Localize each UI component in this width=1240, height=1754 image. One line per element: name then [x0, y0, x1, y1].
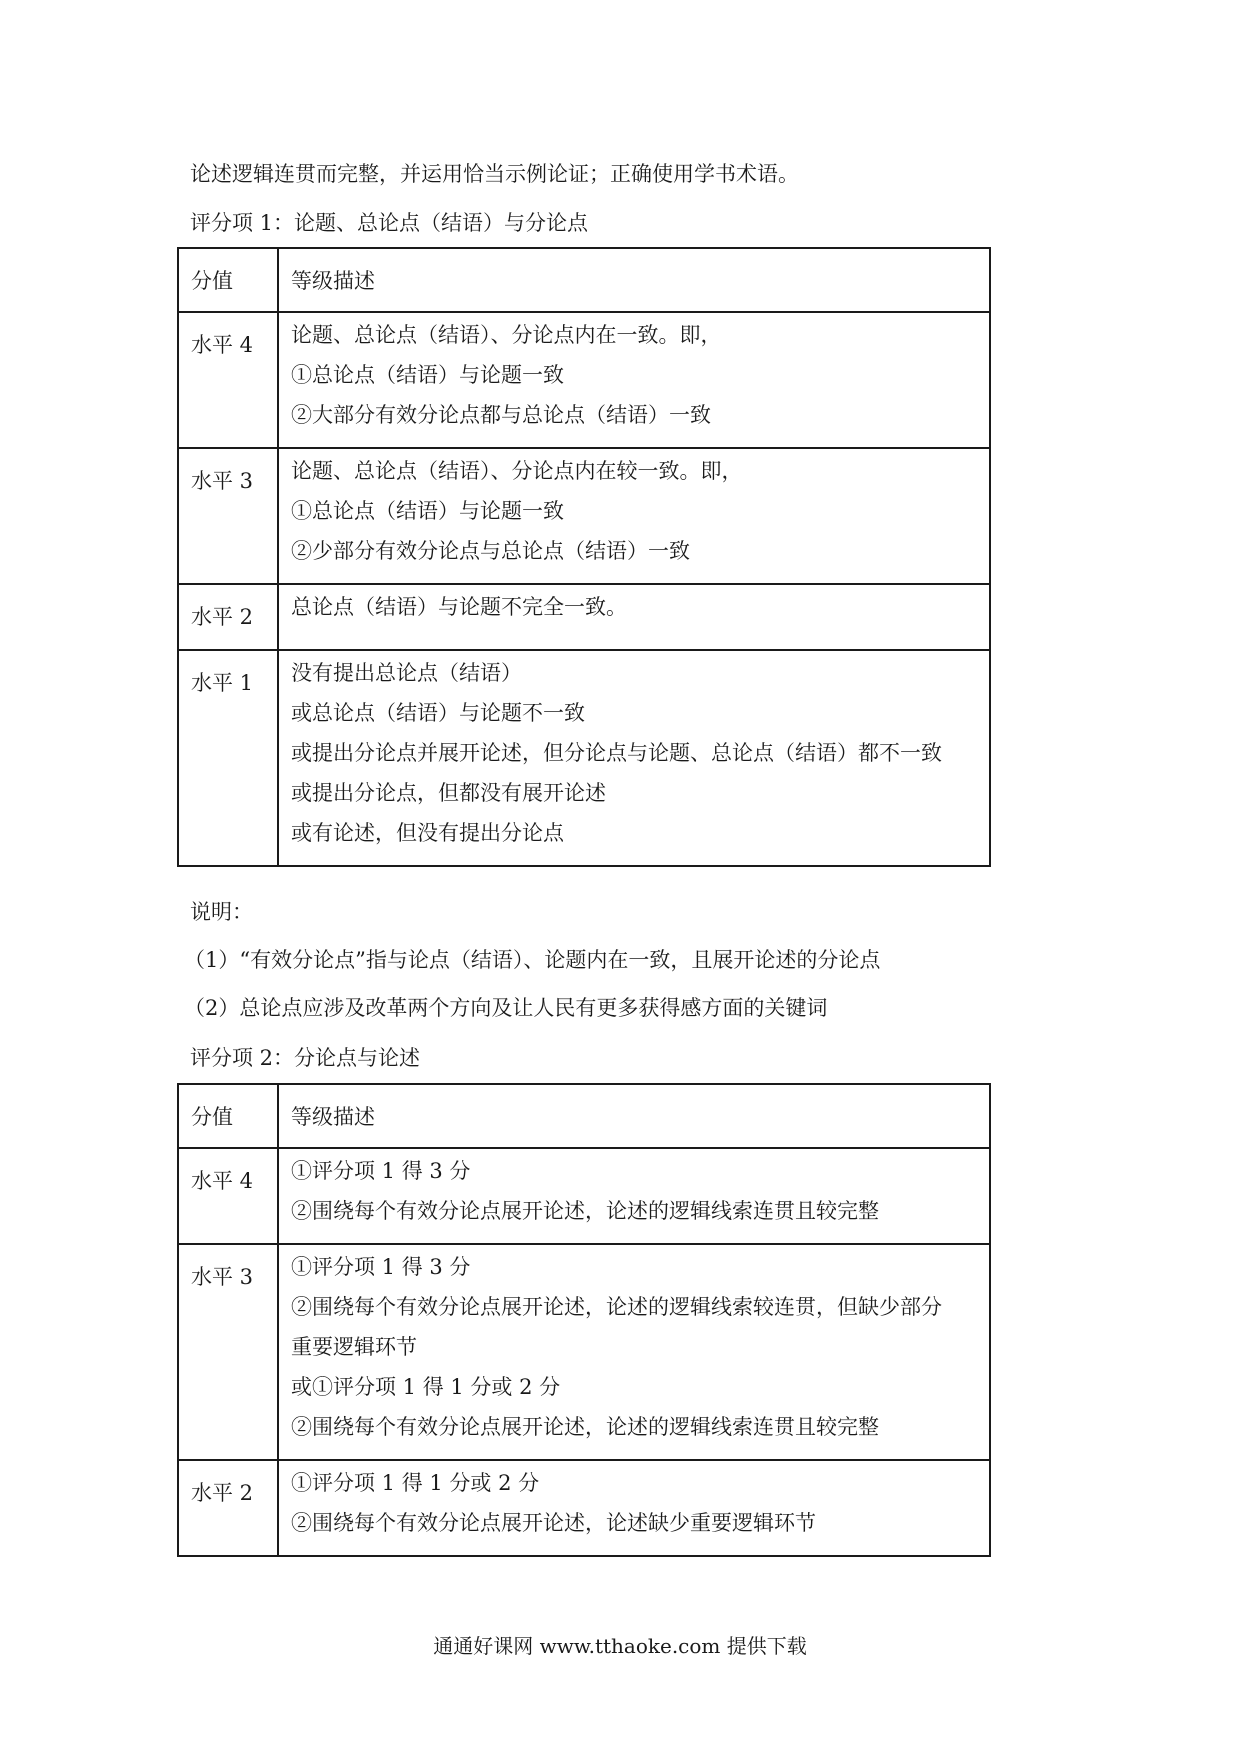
description-line: ②围绕每个有效分论点展开论述，论述缺少重要逻辑环节 [291, 1511, 816, 1535]
table-header-row [178, 1084, 990, 1148]
level-cell: 水平 4 [178, 312, 278, 448]
description-line: 论题、总论点（结语）、分论点内在一致。即， [291, 323, 722, 347]
description-line: ①评分项 1 得 3 分 [291, 1255, 471, 1279]
description-cell [278, 584, 990, 650]
note-item: （2）总论点应涉及改革两个方向及让人民有更多获得感方面的关键词 [184, 996, 828, 1020]
description-line: ②围绕每个有效分论点展开论述，论述的逻辑线索连贯且较完整 [291, 1199, 879, 1223]
table-row [178, 584, 990, 650]
footer-credit: 通通好课网 www.tthaoke.com 提供下载 [433, 1634, 807, 1658]
description-line: 或有论述，但没有提出分论点 [291, 821, 564, 845]
header-description: 等级描述 [278, 1084, 990, 1148]
level-cell: 水平 3 [178, 1244, 278, 1460]
table-header-row [178, 248, 990, 312]
intro-line: 论述逻辑连贯而完整，并运用恰当示例论证；正确使用学书术语。 [190, 162, 799, 186]
table-row [178, 1148, 990, 1244]
description-cell [278, 1244, 990, 1460]
notes-title: 说明： [190, 900, 253, 924]
level-cell: 水平 3 [178, 448, 278, 584]
section1-heading: 评分项 1：论题、总论点（结语）与分论点 [190, 211, 589, 235]
description-line: 或提出分论点并展开论述，但分论点与论题、总论点（结语）都不一致 [291, 741, 942, 765]
header-score: 分值 [178, 248, 278, 312]
description-line: ②围绕每个有效分论点展开论述，论述的逻辑线索连贯且较完整 [291, 1415, 879, 1439]
header-score: 分值 [178, 1084, 278, 1148]
description-cell [278, 1460, 990, 1556]
description-line: ②大部分有效分论点都与总论点（结语）一致 [291, 403, 711, 427]
description-line: ①评分项 1 得 3 分 [291, 1159, 471, 1183]
description-cell [278, 312, 990, 448]
level-cell: 水平 2 [178, 1460, 278, 1556]
description-line: 或①评分项 1 得 1 分或 2 分 [291, 1375, 561, 1399]
description-line: 总论点（结语）与论题不完全一致。 [291, 595, 627, 619]
level-cell: 水平 2 [178, 584, 278, 650]
description-line: ②围绕每个有效分论点展开论述，论述的逻辑线索较连贯，但缺少部分 [291, 1295, 942, 1319]
table-row [178, 448, 990, 584]
description-line: ①总论点（结语）与论题一致 [291, 363, 564, 387]
level-cell: 水平 1 [178, 650, 278, 866]
table-row [178, 1244, 990, 1460]
description-line: ①评分项 1 得 1 分或 2 分 [291, 1471, 540, 1495]
description-line: 或提出分论点，但都没有展开论述 [291, 781, 606, 805]
table-row [178, 1460, 990, 1556]
description-line: 论题、总论点（结语）、分论点内在较一致。即， [291, 459, 743, 483]
description-line: 重要逻辑环节 [291, 1335, 417, 1359]
description-line: ①总论点（结语）与论题一致 [291, 499, 564, 523]
description-line: 没有提出总论点（结语） [291, 661, 522, 685]
section2-table [177, 1083, 991, 1557]
description-cell [278, 650, 990, 866]
description-cell [278, 1148, 990, 1244]
table-row [178, 312, 990, 448]
note-item: （1）“有效分论点”指与论点（结语）、论题内在一致，且展开论述的分论点 [184, 948, 881, 972]
level-cell: 水平 4 [178, 1148, 278, 1244]
table-row [178, 650, 990, 866]
description-line: 或总论点（结语）与论题不一致 [291, 701, 585, 725]
section2-heading: 评分项 2：分论点与论述 [190, 1046, 421, 1070]
description-cell [278, 448, 990, 584]
description-line: ②少部分有效分论点与总论点（结语）一致 [291, 539, 690, 563]
section1-table [177, 247, 991, 867]
header-description: 等级描述 [278, 248, 990, 312]
